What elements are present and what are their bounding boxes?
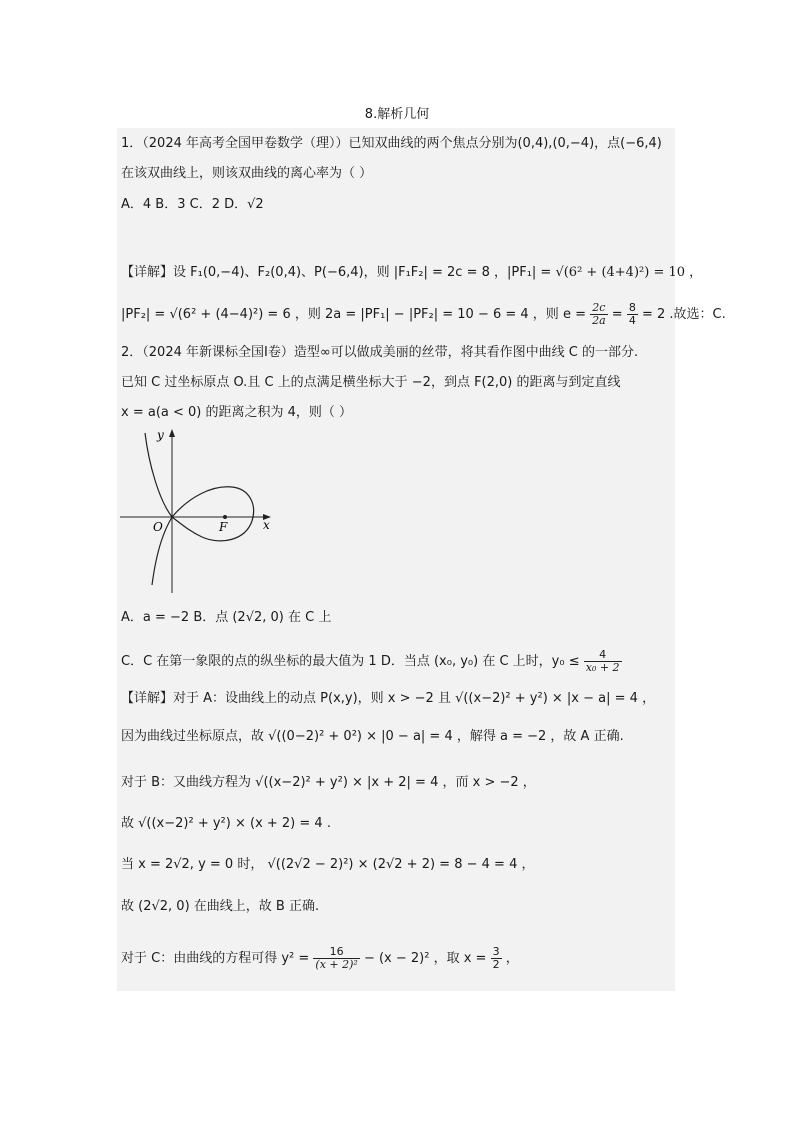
origin-label: O	[153, 520, 163, 534]
q2-detail-b3: 当 x = 2√2, y = 0 时， √((2√2 − 2)²) × (2√2 + 2) = 8 − 4 = 4 ，	[121, 857, 535, 872]
frac-denominator: 4	[628, 314, 636, 327]
frac-denominator: (x + 2)²	[315, 958, 358, 971]
frac-numerator: 4	[584, 649, 622, 662]
q1-detail2-text: |PF₂| = √(6² + (4−4)²) = 6 ，则 2a = |PF₁| − |PF₂| = 10 − 6 = 4 ，则 e =	[121, 307, 591, 322]
y-squared-fraction	[313, 946, 359, 971]
y-axis-label: y	[157, 428, 164, 442]
frac-numerator: 16	[313, 946, 359, 959]
q2-options-cd-text: C．C 在第一象限的点的纵坐标的最大值为 1 D．当点 (x₀, y₀) 在 C 上时，y₀ ≤	[121, 654, 584, 669]
frac-numerator: 3	[492, 945, 500, 958]
q1-options: A．4 B．3 C．2 D．√2	[121, 197, 264, 212]
q1-stem-line2: 在该双曲线上，则该双曲线的离心率为（ ）	[121, 166, 373, 181]
x-value-fraction	[491, 946, 502, 971]
q1-detail-text: 【详解】设 F₁(0,−4)、F₂(0,4)、P(−6,4)，则 |F₁F₂| = 2c = 8 ，|PF₁| =	[121, 265, 556, 280]
page-title: 8.解析几何	[364, 107, 430, 122]
x-axis-label: x	[263, 518, 270, 532]
q2-detail-c-text2: − (x − 2)² ，取 x =	[359, 951, 491, 966]
frac-denominator: 2	[492, 958, 500, 971]
q2-options-cd	[121, 649, 622, 674]
q2-detail-c	[121, 946, 519, 971]
q1-detail-formula: √(6² + (4+4)²) = 10 ，	[555, 265, 703, 280]
frac-denominator: x₀ + 2	[585, 661, 620, 674]
q2-stem-line1: 2．（2024 年新课标全国Ⅰ卷）造型∞可以做成美丽的丝带，将其看作图中曲线 C 的一部分.	[121, 345, 639, 360]
q1-answer: = 2 .故选：C.	[637, 307, 726, 322]
q2-stem-line2: 已知 C 过坐标原点 O.且 C 上的点满足横坐标大于 −2，到点 F(2,0) 的距离与到定直线	[121, 375, 621, 390]
q2-detail-c-end: ，	[501, 951, 519, 966]
frac-denominator: 2a	[592, 314, 606, 327]
q2-detail-b: 对于 B：又曲线方程为 √((x−2)² + y²) × |x + 2| = 4 ，而 x > −2 ，	[121, 775, 536, 790]
q2-detail-a: 【详解】对于 A：设曲线上的动点 P(x,y)，则 x > −2 且 √((x−2)² + y²) × |x − a| = 4 ，	[121, 691, 656, 706]
q1-detail-line1	[121, 264, 702, 282]
q2-detail-c-text: 对于 C：由曲线的方程可得 y² =	[121, 951, 314, 966]
q1-stem-line1: 1．（2024 年高考全国甲卷数学（理））已知双曲线的两个焦点分别为(0,4),(0,−4)，点(−6,4)	[121, 136, 662, 151]
q2-stem-line3: x = a(a < 0) 的距离之积为 4，则（ ）	[121, 405, 353, 420]
curve-graph	[117, 425, 277, 595]
curve-loop	[172, 487, 254, 541]
frac-numerator: 2c	[590, 302, 608, 315]
q2-detail-a2: 因为曲线过坐标原点，故 √((0−2)² + 0²) × |0 − a| = 4 ，解得 a = −2 ，故 A 正确.	[121, 729, 624, 744]
curve-branch	[145, 433, 172, 585]
q2-detail-b4: 故 (2√2, 0) 在曲线上，故 B 正确.	[121, 899, 320, 914]
eccentricity-fraction	[590, 302, 608, 327]
q2-options-ab: A．a = −2 B．点 (2√2, 0) 在 C 上	[121, 610, 332, 625]
frac-numerator: 8	[628, 301, 636, 314]
option-d-fraction	[584, 649, 622, 674]
focus-point	[223, 515, 227, 519]
value-fraction	[627, 302, 638, 327]
equals-sign: =	[607, 307, 627, 322]
focus-label: F	[219, 520, 228, 534]
q1-detail-line2	[121, 302, 726, 327]
y-axis-arrow-icon	[169, 429, 175, 437]
q2-detail-b2: 故 √((x−2)² + y²) × (x + 2) = 4 .	[121, 816, 331, 831]
